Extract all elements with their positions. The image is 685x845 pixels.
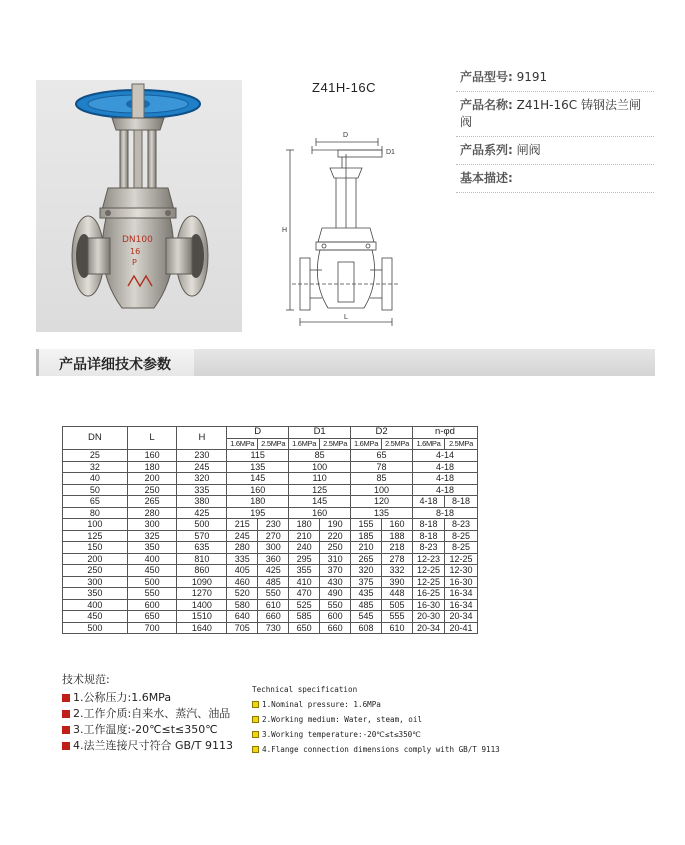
yellow-square-bullet-icon	[252, 716, 259, 723]
table-cell: 1400	[177, 599, 227, 611]
table-row	[63, 588, 478, 600]
header-nd: n-φd	[413, 427, 478, 439]
spec-notes-en	[252, 682, 500, 757]
table-row	[63, 496, 478, 508]
table-cell: 425	[258, 565, 289, 577]
spec-notes-cn	[62, 672, 233, 754]
table-cell: 8-25	[444, 530, 477, 542]
red-square-bullet-icon	[62, 694, 70, 702]
table-cell: 450	[63, 611, 128, 623]
technical-drawing	[282, 124, 410, 330]
table-cell: 355	[289, 565, 320, 577]
table-cell: 210	[351, 542, 382, 554]
table-cell: 8-18	[444, 496, 477, 508]
table-cell: 520	[227, 588, 258, 600]
table-cell: 4-18	[413, 473, 478, 485]
table-cell: 545	[351, 611, 382, 623]
table-cell: 180	[289, 519, 320, 531]
table-cell: 185	[351, 530, 382, 542]
table-cell: 325	[127, 530, 177, 542]
table-cell: 435	[351, 588, 382, 600]
table-cell: 25	[63, 450, 128, 462]
product-photo	[36, 80, 242, 332]
table-cell: 1510	[177, 611, 227, 623]
table-cell: 218	[382, 542, 413, 554]
table-cell: 230	[258, 519, 289, 531]
table-cell: 410	[289, 576, 320, 588]
table-cell: 115	[227, 450, 289, 462]
table-cell: 500	[127, 576, 177, 588]
notes-en-item	[252, 712, 500, 727]
header-h: H	[177, 427, 227, 450]
notes-cn-item	[62, 722, 233, 738]
info-description	[456, 165, 654, 193]
table-cell: 12-25	[444, 553, 477, 565]
table-cell: 12-30	[444, 565, 477, 577]
yellow-square-bullet-icon	[252, 701, 259, 708]
table-cell: 100	[351, 484, 413, 496]
notes-en-text: 4.Flange connection dimensions comply with GB/T 9113	[262, 745, 500, 754]
table-cell: 265	[127, 496, 177, 508]
table-cell: 215	[227, 519, 258, 531]
notes-cn-text: 2.工作介质:自来水、蒸汽、油品	[73, 707, 231, 720]
table-cell: 650	[127, 611, 177, 623]
table-cell: 460	[227, 576, 258, 588]
table-row	[63, 484, 478, 496]
info-value: 9191	[516, 70, 548, 84]
table-cell: 250	[320, 542, 351, 554]
section-header-bar	[36, 349, 655, 376]
table-cell: 380	[177, 496, 227, 508]
header-d2: D2	[351, 427, 413, 439]
table-cell: 470	[289, 588, 320, 600]
table-cell: 485	[258, 576, 289, 588]
table-cell: 245	[227, 530, 258, 542]
table-cell: 12-23	[413, 553, 445, 565]
header-pressure: 1.6MPa	[227, 438, 258, 450]
notes-cn-text: 1.公称压力:1.6MPa	[73, 691, 172, 704]
table-cell: 8-25	[444, 542, 477, 554]
table-cell: 145	[227, 473, 289, 485]
table-cell: 160	[227, 484, 289, 496]
table-cell: 8-18	[413, 530, 445, 542]
table-cell: 730	[258, 622, 289, 634]
header-pressure: 2.5MPa	[382, 438, 413, 450]
info-value: 闸阀	[516, 143, 541, 157]
table-row	[63, 519, 478, 531]
table-cell: 610	[258, 599, 289, 611]
drawing-label-d: D	[343, 132, 349, 139]
table-cell: 705	[227, 622, 258, 634]
table-cell: 40	[63, 473, 128, 485]
table-cell: 16-34	[444, 588, 477, 600]
table-cell: 660	[320, 622, 351, 634]
drawing-label-d1: D1	[386, 149, 395, 156]
table-cell: 65	[63, 496, 128, 508]
table-cell: 20-34	[444, 611, 477, 623]
table-cell: 405	[227, 565, 258, 577]
table-cell: 270	[258, 530, 289, 542]
table-cell: 650	[289, 622, 320, 634]
info-value: Z41H-16C 铸钢法兰闸阀	[460, 98, 641, 129]
table-row	[63, 622, 478, 634]
table-cell: 160	[289, 507, 351, 519]
info-label: 产品型号:	[460, 70, 513, 84]
table-cell: 810	[177, 553, 227, 565]
header-pressure: 1.6MPa	[413, 438, 445, 450]
table-cell: 4-18	[413, 461, 478, 473]
header-pressure: 2.5MPa	[320, 438, 351, 450]
notes-cn-text: 3.工作温度:-20℃≤t≤350℃	[73, 723, 218, 736]
table-cell: 320	[351, 565, 382, 577]
table-cell: 85	[289, 450, 351, 462]
header-d: D	[227, 427, 289, 439]
notes-en-title: Technical specification	[252, 685, 358, 694]
table-cell: 335	[227, 553, 258, 565]
table-row	[63, 599, 478, 611]
info-label: 产品系列:	[460, 143, 513, 157]
table-cell: 230	[177, 450, 227, 462]
table-cell: 32	[63, 461, 128, 473]
table-cell: 12-25	[413, 576, 445, 588]
table-row	[63, 530, 478, 542]
table-cell: 20-34	[413, 622, 445, 634]
table-cell: 245	[177, 461, 227, 473]
table-cell: 300	[63, 576, 128, 588]
table-row	[63, 542, 478, 554]
table-cell: 505	[382, 599, 413, 611]
yellow-square-bullet-icon	[252, 731, 259, 738]
table-row	[63, 611, 478, 623]
info-series	[456, 137, 654, 165]
table-cell: 125	[289, 484, 351, 496]
table-cell: 550	[258, 588, 289, 600]
valve-marking-type: P	[132, 258, 137, 267]
table-cell: 65	[351, 450, 413, 462]
table-cell: 250	[127, 484, 177, 496]
drawing-label-h: H	[282, 227, 288, 234]
table-cell: 8-23	[413, 542, 445, 554]
drawing-title: Z41H-16C	[312, 80, 376, 95]
table-cell: 4-18	[413, 496, 445, 508]
table-cell: 265	[351, 553, 382, 565]
table-cell: 660	[258, 611, 289, 623]
table-cell: 135	[351, 507, 413, 519]
info-label: 产品名称:	[460, 98, 513, 112]
table-cell: 375	[351, 576, 382, 588]
table-row	[63, 576, 478, 588]
table-cell: 20-30	[413, 611, 445, 623]
table-cell: 400	[63, 599, 128, 611]
header-d1: D1	[289, 427, 351, 439]
notes-cn-item	[62, 706, 233, 722]
table-cell: 640	[227, 611, 258, 623]
table-cell: 350	[63, 588, 128, 600]
table-cell: 360	[258, 553, 289, 565]
notes-en-text: 3.Working temperature:-20℃≤t≤350℃	[262, 730, 421, 739]
table-cell: 135	[227, 461, 289, 473]
notes-en-text: 2.Working medium: Water, steam, oil	[262, 715, 423, 724]
table-cell: 195	[227, 507, 289, 519]
header-dn: DN	[63, 427, 128, 450]
table-cell: 280	[127, 507, 177, 519]
table-cell: 490	[320, 588, 351, 600]
header-l: L	[127, 427, 177, 450]
table-cell: 295	[289, 553, 320, 565]
table-cell: 425	[177, 507, 227, 519]
table-cell: 608	[351, 622, 382, 634]
table-cell: 635	[177, 542, 227, 554]
table-cell: 280	[227, 542, 258, 554]
table-cell: 20-41	[444, 622, 477, 634]
table-cell: 16-25	[413, 588, 445, 600]
table-cell: 160	[127, 450, 177, 462]
table-cell: 1270	[177, 588, 227, 600]
valve-marking-pressure: 16	[130, 247, 141, 256]
table-cell: 8-18	[413, 519, 445, 531]
table-cell: 370	[320, 565, 351, 577]
table-cell: 860	[177, 565, 227, 577]
table-cell: 580	[227, 599, 258, 611]
table-cell: 570	[177, 530, 227, 542]
table-row	[63, 553, 478, 565]
table-cell: 100	[63, 519, 128, 531]
info-label: 基本描述:	[460, 171, 513, 185]
table-cell: 220	[320, 530, 351, 542]
spec-table-body	[63, 450, 478, 634]
notes-en-item	[252, 742, 500, 757]
table-row	[63, 461, 478, 473]
valve-marking-size: DN100	[122, 235, 153, 245]
table-cell: 4-14	[413, 450, 478, 462]
table-cell: 585	[289, 611, 320, 623]
table-cell: 210	[289, 530, 320, 542]
table-cell: 8-23	[444, 519, 477, 531]
table-cell: 12-25	[413, 565, 445, 577]
table-cell: 600	[320, 611, 351, 623]
table-cell: 145	[289, 496, 351, 508]
table-cell: 525	[289, 599, 320, 611]
table-cell: 500	[177, 519, 227, 531]
table-cell: 310	[320, 553, 351, 565]
notes-cn-text: 4.法兰连接尺寸符合 GB/T 9113	[73, 739, 233, 752]
header-pressure: 2.5MPa	[258, 438, 289, 450]
table-cell: 1640	[177, 622, 227, 634]
table-cell: 350	[127, 542, 177, 554]
table-cell: 278	[382, 553, 413, 565]
table-cell: 100	[289, 461, 351, 473]
table-cell: 16-30	[444, 576, 477, 588]
section-tab	[36, 349, 194, 376]
header-pressure: 1.6MPa	[289, 438, 320, 450]
table-cell: 448	[382, 588, 413, 600]
table-cell: 555	[382, 611, 413, 623]
yellow-square-bullet-icon	[252, 746, 259, 753]
table-row	[63, 450, 478, 462]
table-cell: 125	[63, 530, 128, 542]
table-cell: 485	[351, 599, 382, 611]
table-cell: 80	[63, 507, 128, 519]
table-cell: 240	[289, 542, 320, 554]
gate-valve-illustration	[36, 80, 242, 332]
table-cell: 550	[320, 599, 351, 611]
table-cell: 600	[127, 599, 177, 611]
table-cell: 85	[351, 473, 413, 485]
table-cell: 110	[289, 473, 351, 485]
table-cell: 300	[258, 542, 289, 554]
header-pressure: 2.5MPa	[444, 438, 477, 450]
table-row	[63, 473, 478, 485]
drawing-label-l: L	[344, 314, 348, 321]
notes-cn-title: 技术规范:	[62, 673, 110, 686]
spec-table	[62, 426, 478, 634]
info-model	[456, 64, 654, 92]
notes-cn-item	[62, 738, 233, 754]
table-cell: 400	[127, 553, 177, 565]
table-cell: 200	[127, 473, 177, 485]
table-cell: 8-18	[413, 507, 478, 519]
table-cell: 1090	[177, 576, 227, 588]
table-cell: 390	[382, 576, 413, 588]
notes-en-item	[252, 727, 500, 742]
table-cell: 188	[382, 530, 413, 542]
red-square-bullet-icon	[62, 742, 70, 750]
table-cell: 332	[382, 565, 413, 577]
table-cell: 300	[127, 519, 177, 531]
notes-en-item	[252, 697, 500, 712]
header-pressure: 1.6MPa	[351, 438, 382, 450]
product-info-panel	[456, 64, 654, 193]
table-row	[63, 565, 478, 577]
table-cell: 450	[127, 565, 177, 577]
table-cell: 180	[227, 496, 289, 508]
table-cell: 50	[63, 484, 128, 496]
table-cell: 335	[177, 484, 227, 496]
table-cell: 16-30	[413, 599, 445, 611]
red-square-bullet-icon	[62, 726, 70, 734]
table-cell: 78	[351, 461, 413, 473]
section-title: 产品详细技术参数	[59, 357, 171, 373]
info-name	[456, 92, 654, 137]
table-cell: 200	[63, 553, 128, 565]
table-cell: 160	[382, 519, 413, 531]
table-cell: 250	[63, 565, 128, 577]
table-cell: 4-18	[413, 484, 478, 496]
table-cell: 180	[127, 461, 177, 473]
table-cell: 700	[127, 622, 177, 634]
notes-cn-item	[62, 690, 233, 706]
table-cell: 155	[351, 519, 382, 531]
table-cell: 320	[177, 473, 227, 485]
table-cell: 120	[351, 496, 413, 508]
notes-en-text: 1.Nominal pressure: 1.6MPa	[262, 700, 381, 709]
table-cell: 430	[320, 576, 351, 588]
table-cell: 190	[320, 519, 351, 531]
table-row	[63, 507, 478, 519]
table-cell: 150	[63, 542, 128, 554]
table-cell: 550	[127, 588, 177, 600]
table-cell: 500	[63, 622, 128, 634]
table-cell: 16-34	[444, 599, 477, 611]
table-cell: 610	[382, 622, 413, 634]
red-square-bullet-icon	[62, 710, 70, 718]
